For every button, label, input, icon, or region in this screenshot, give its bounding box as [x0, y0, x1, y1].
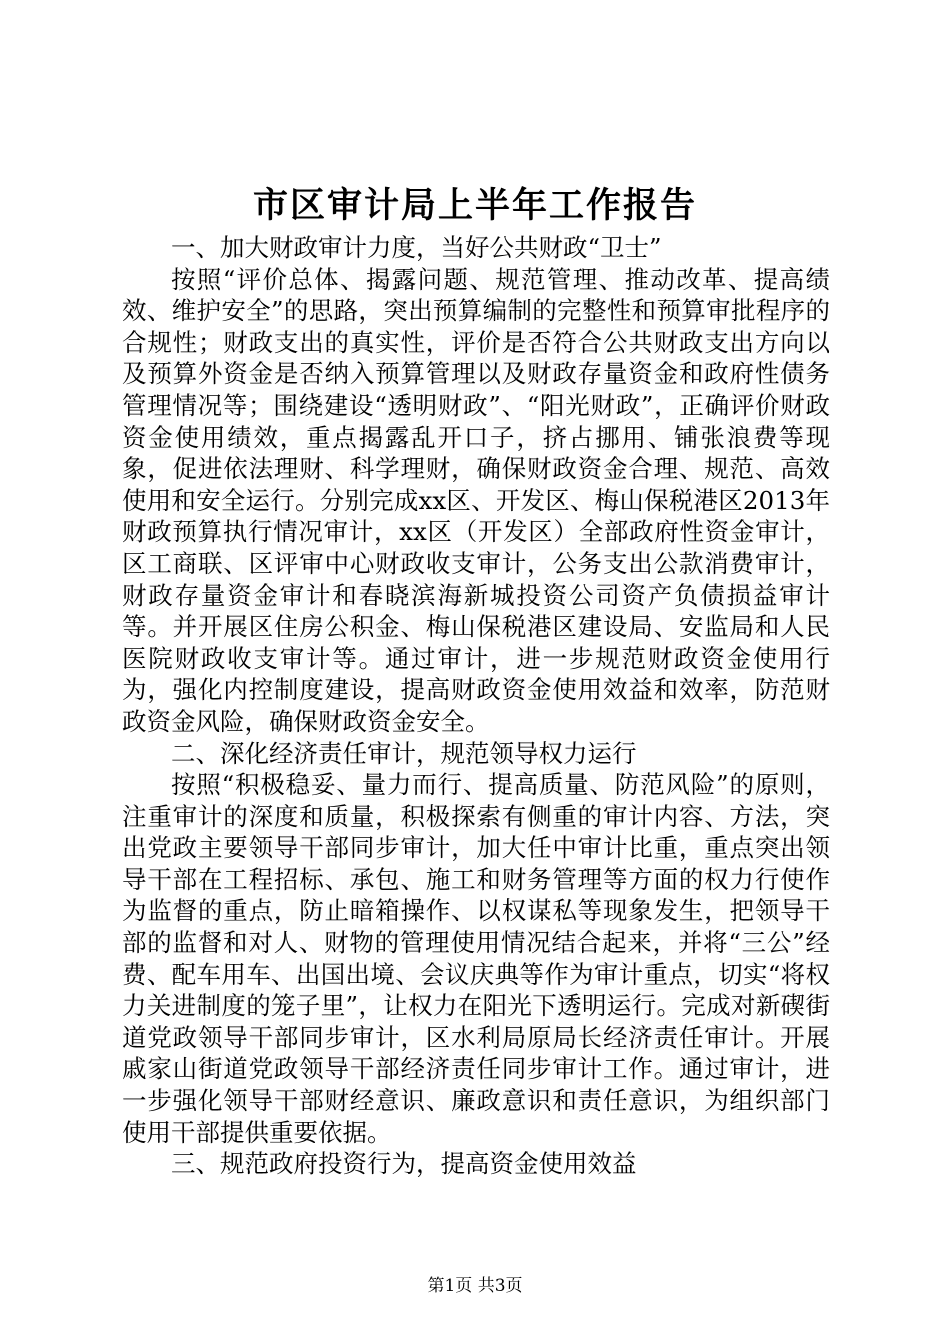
page-title: 市区审计局上半年工作报告	[252, 185, 697, 226]
page-number: 第1页 共3页	[427, 1276, 523, 1296]
document-body	[122, 232, 830, 1180]
section-1	[122, 232, 830, 738]
section-paragraph: 按照“积极稳妥、量力而行、提高质量、防范风险”的原则，注重审计的深度和质量，积极探索有侧重的审计内容、方法，突出党政主要领导干部同步审计，加大任中审计比重，重点突出领导干部在工程招标、承包、施工和财务管理等方面的权力行使作为监督的重点，防止暗箱操作、以权谋私等现象发生，把领导干部的监督和对人、财物的管理使用情况结合起来，并将“三公”经费、配车用车、出国出境、会议庆典等作为审计重点，切实“将权力关进制度的笼子里”，让权力在阳光下透明运行。完成对新碶街道党政领导干部同步审计，区水利局原局长经济责任审计。开展戚家山街道党政领导干部经济责任同步审计工作。通过审计，进一步强化领导干部财经意识、廉政意识和责任意识，为组织部门使用干部提供重要依据。	[122, 770, 830, 1147]
section-heading: 一、加大财政审计力度，当好公共财政“卫士”	[171, 233, 662, 262]
section-3	[122, 1148, 830, 1180]
section-2	[122, 738, 830, 1149]
section-heading: 二、深化经济责任审计，规范领导权力运行	[171, 738, 637, 768]
section-heading: 三、规范政府投资行为，提高资金使用效益	[171, 1149, 637, 1179]
section-paragraph: 按照“评价总体、揭露问题、规范管理、推动改革、提高绩效、维护安全”的思路，突出预算编制的完整性和预算审批程序的合规性；财政支出的真实性，评价是否符合公共财政支出方向以及预算外资金是否纳入预算管理以及财政存量资金和政府性债务管理情况等；围绕建设“透明财政”、“阳光财政”，正确评价财政资金使用绩效，重点揭露乱开口子，挤占挪用、铺张浪费等现象，促进依法理财、科学理财，确保财政资金合理、规范、高效使用和安全运行。分别完成xx区、开发区、梅山保税港区2013年财政预算执行情况审计，xx区（开发区）全部政府性资金审计，区工商联、区评审中心财政收支审计，公务支出公款消费审计，财政存量资金审计和春晓滨海新城投资公司资产负债损益审计等。并开展区住房公积金、梅山保税港区建设局、安监局和人民医院财政收支审计等。通过审计，进一步规范财政资金使用行为，强化内控制度建设，提高财政资金使用效益和效率，防范财政资金风险，确保财政资金安全。	[122, 264, 830, 736]
